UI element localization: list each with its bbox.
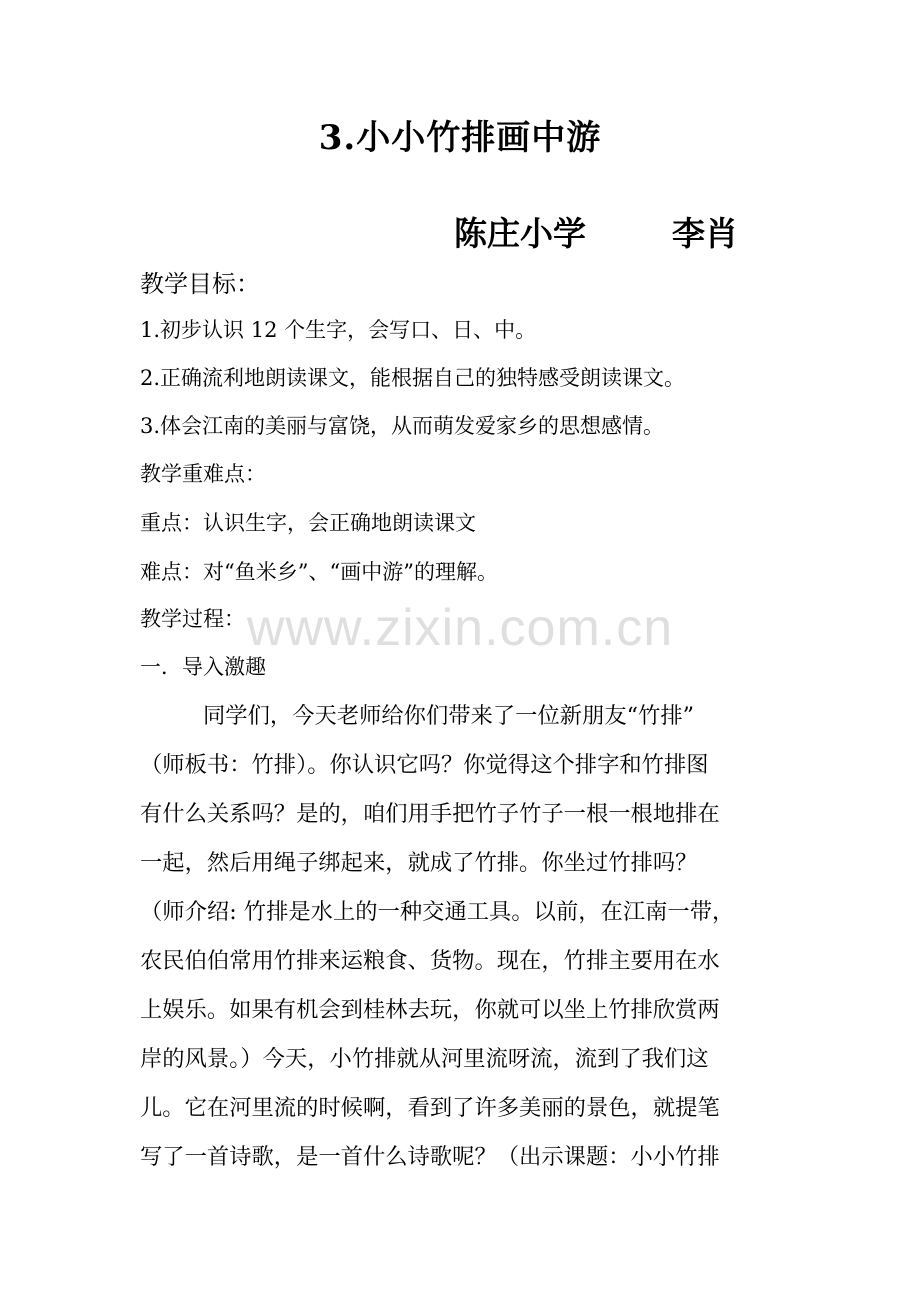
paragraph-line: 农民伯伯常用竹排来运粮食、货物。现在，竹排主要用在水 [140,948,720,974]
paragraph-line: 上娱乐。如果有机会到桂林去玩，你就可以坐上竹排欣赏两 [140,997,720,1023]
author-name: 李肖 [672,214,738,253]
goal-item-1: 1.初步认识 12 个生字，会写口、日、中。 [140,318,537,342]
goal-item-2: 2.正确流利地朗读课文，能根据自己的独特感受朗读课文。 [140,366,686,390]
difficulty-heading: 教学重难点： [140,462,266,486]
paragraph-line: （师介绍: 竹排是水上的一种交通工具。以前，在江南一带， [140,899,735,925]
school-name: 陈庄小学 [454,214,586,253]
paragraph-line: 写了一首诗歌，是一首什么诗歌呢？（出示课题：小小竹排 [140,1144,720,1170]
document-title: 3.小小竹排画中游 [318,118,602,158]
paragraph-line: 有什么关系吗？是的，咱们用手把竹子竹子一根一根地排在 [140,801,720,827]
paragraph-line: （师板书：竹排）。你认识它吗？你觉得这个排字和竹排图 [140,752,709,778]
author-line [454,208,738,260]
process-heading: 教学过程： [140,607,245,631]
difficult-point: 难点：对“鱼米乡”、“画中游”的理解。 [140,560,498,584]
paragraph-line: 同学们，今天老师给你们带来了一位新朋友“竹排” [203,703,695,729]
key-point: 重点：认识生字，会正确地朗读课文 [140,511,476,535]
watermark: www.zixin.com.cn [246,599,674,657]
paragraph-line: 岸的风景。）今天，小竹排就从河里流呀流，流到了我们这 [140,1046,709,1072]
goals-heading: 教学目标： [140,270,260,298]
goal-item-3: 3.体会江南的美丽与富饶，从而萌发爱家乡的思想感情。 [140,414,665,438]
paragraph-line: 儿。它在河里流的时候啊，看到了许多美丽的景色，就提笔 [140,1095,720,1121]
lesson-paragraph [140,692,785,1182]
paragraph-line: 一起，然后用绳子绑起来，就成了竹排。你坐过竹排吗？ [140,850,698,876]
step1-heading: 一．导入激趣 [140,655,266,679]
